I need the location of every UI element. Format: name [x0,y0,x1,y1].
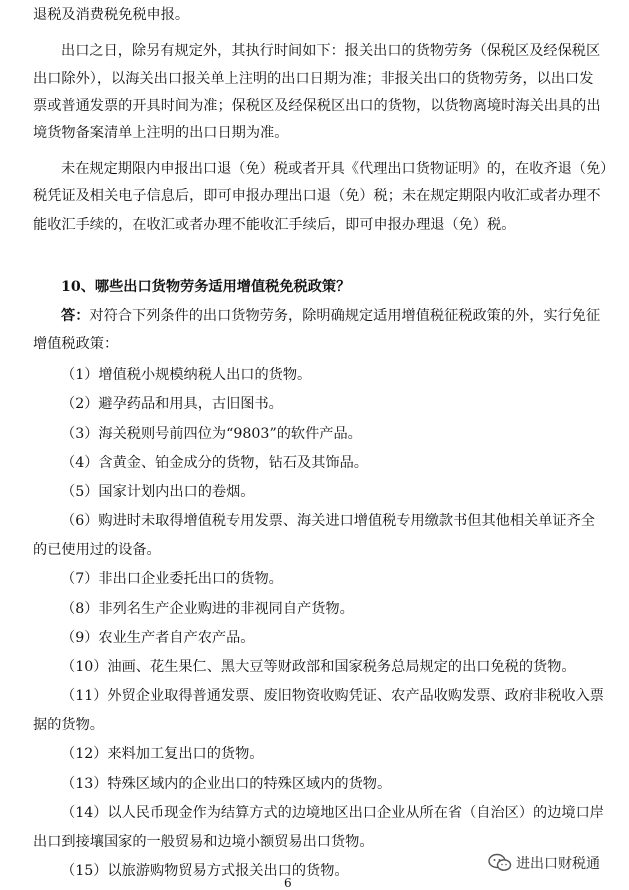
list-item: （6）购进时未取得增值税专用发票、海关进口增值税专用缴款书但其他相关单证齐全 [61,513,595,529]
list-item: （12）来料加工复出口的货物。 [61,746,264,762]
paragraph-line: 能收汇手续的，在收汇或者办理不能收汇手续后，即可申报办理退（免）税。 [33,217,516,233]
watermark [488,852,600,874]
list-item: （8）非列名生产企业购进的非视同自产货物。 [61,601,354,617]
wechat-icon [488,853,512,873]
list-item-continuation: 出口到接壤国家的一般贸易和边境小额贸易出口货物。 [33,834,374,850]
answer-label: 答： [61,308,90,324]
list-item: （15）以旅游购物贸易方式报关出口的货物。 [61,863,349,879]
list-item: （1）增值税小规模纳税人出口的货物。 [61,367,312,383]
list-item-continuation: 据的货物。 [33,717,104,733]
paragraph-line: 退税及消费税免税申报。 [33,7,190,23]
list-item: （9）农业生产者自产农产品。 [61,630,255,646]
list-item: （5）国家计划内出口的卷烟。 [61,484,255,500]
list-item-continuation: 的已使用过的设备。 [33,542,161,558]
paragraph-line: 票或普通发票的开具时间为准；保税区及经保税区出口的货物，以货物离境时海关出具的出 [33,98,601,114]
paragraph-line: 出口之日，除另有规定外，其执行时间如下：报关出口的货物劳务（保税区及经保税区 [61,43,601,59]
list-item: （14）以人民币现金作为结算方式的边境地区出口企业从所在省（自治区）的边境口岸 [61,805,604,821]
list-item: （7）非出口企业委托出口的货物。 [61,571,283,587]
answer-text: 对符合下列条件的出口货物劳务，除明确规定适用增值税征税政策的外，实行免征 [89,308,601,324]
paragraph-line: 出口除外），以海关出口报关单上注明的出口日期为准；非报关出口的货物劳务，以出口发 [33,71,594,87]
list-item: （11）外贸企业取得普通发票、废旧物资收购凭证、农产品收购发票、政府非税收入票 [61,688,604,704]
paragraph-line: 未在规定期限内申报出口退（免）税或者开具《代理出口货物证明》的，在收齐退（免） [61,161,615,177]
watermark-text: 进出口财税通 [516,856,600,872]
list-item: （2）避孕药品和用具，古旧图书。 [61,396,283,412]
page-number: 6 [284,876,292,890]
paragraph-line: 境货物备案清单上注明的出口日期为准。 [33,125,289,141]
list-item: （10）油画、花生果仁、黑大豆等财政部和国家税务总局规定的出口免税的货物。 [61,659,576,675]
list-item: （13）特殊区域内的企业出口的特殊区域内的货物。 [61,776,392,792]
list-item: （4）含黄金、铂金成分的货物，钻石及其饰品。 [61,455,368,471]
paragraph-line: 税凭证及相关电子信息后，即可申报办理出口退（免）税；未在规定期限内收汇或者办理不 [33,188,601,204]
answer-line: 增值税政策： [33,336,119,352]
list-item: （3）海关税则号前四位为“9803”的软件产品。 [61,426,362,442]
answer-line [0,307,629,325]
question-heading: 10、哪些出口货物劳务适用增值税免税政策？ [61,279,351,295]
